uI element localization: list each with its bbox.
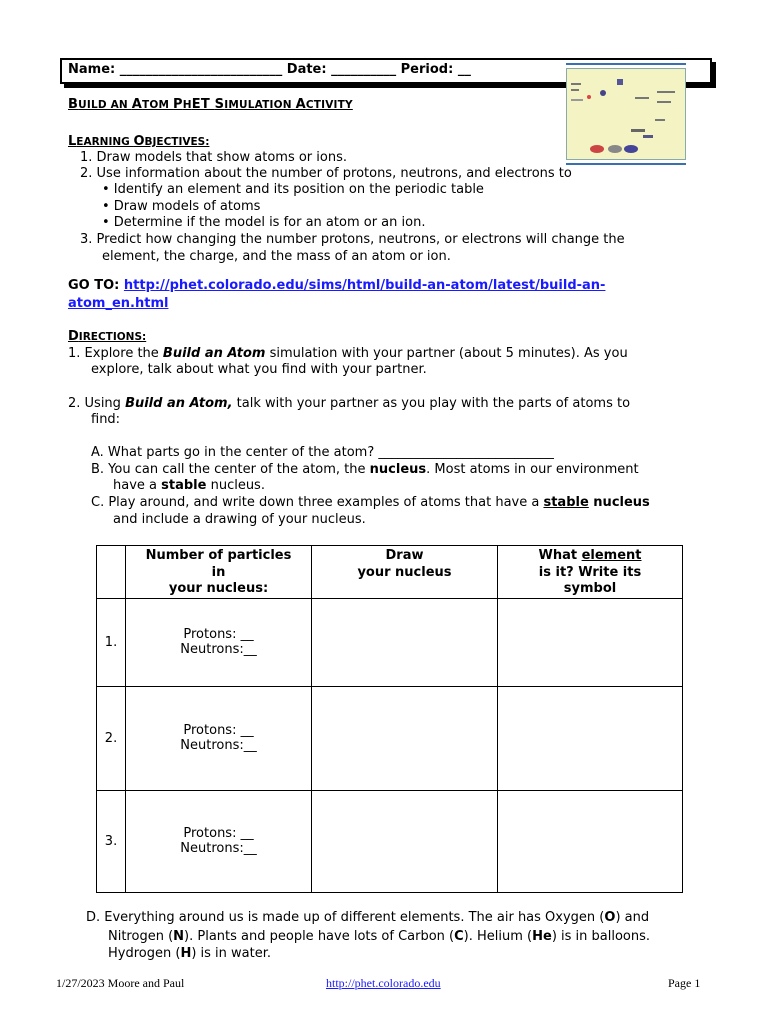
goto-line — [68, 278, 605, 295]
goto-link[interactable]: http://phet.colorado.edu/sims/html/build-an-atom/latest/build-an- — [123, 278, 606, 293]
objective-item: 3. Predict how changing the number protons, neutrons, or electrons will change the — [80, 232, 625, 247]
row-number: 1. — [97, 598, 126, 686]
header-cell-number — [97, 546, 126, 599]
objective-item: 1. Draw models that show atoms or ions. — [80, 150, 347, 165]
header-cell-particles: Number of particles in your nucleus: — [126, 546, 312, 599]
table-row — [97, 686, 683, 790]
date-blank: __________ — [331, 62, 397, 77]
element-cell[interactable] — [498, 598, 683, 686]
nucleus-table — [96, 545, 683, 893]
footer-link[interactable]: http://phet.colorado.edu — [326, 976, 441, 990]
objective-subitem: • Identify an element and its position on the periodic table — [102, 182, 484, 197]
date-label: Date: — [282, 62, 332, 77]
section-d-line-3: Hydrogen (H) is in water. — [108, 946, 272, 961]
objective-subitem: • Determine if the model is for an atom or an ion. — [102, 215, 426, 230]
draw-cell[interactable] — [312, 790, 498, 892]
element-cell[interactable] — [498, 790, 683, 892]
page-title: BUILD AN ATOM PHET SIMULATION ACTIVITY — [68, 97, 353, 112]
objective-item: 2. Use information about the number of protons, neutrons, and electrons to — [80, 166, 572, 181]
header-cell-draw: Draw your nucleus — [312, 546, 498, 599]
table-header-row — [97, 546, 683, 599]
question-b: B. You can call the center of the atom, the nucleus. Most atoms in our environment — [91, 462, 639, 477]
goto-link-continued[interactable]: atom_en.html — [68, 296, 169, 311]
direction-2-continued: find: — [91, 412, 121, 427]
section-d-line-2: Nitrogen (N). Plants and people have lots of Carbon (C). Helium (He) is in balloons. — [108, 929, 651, 944]
row-number: 3. — [97, 790, 126, 892]
goto-line-2 — [68, 296, 168, 313]
goto-label: GO TO: — [68, 278, 124, 293]
learning-objectives-heading: LEARNING OBJECTIVES: — [68, 134, 210, 149]
period-label: Period: — [396, 62, 458, 77]
objective-item-continued: element, the charge, and the mass of an atom or ion. — [102, 249, 451, 264]
direction-1: 1. Explore the Build an Atom simulation with your partner (about 5 minutes). As you — [68, 346, 628, 361]
draw-cell[interactable] — [312, 598, 498, 686]
direction-2: 2. Using Build an Atom, talk with your partner as you play with the parts of atoms to — [68, 396, 631, 411]
simulation-preview-image — [567, 69, 685, 159]
particles-cell: Protons: __ Neutrons:__ — [126, 790, 312, 892]
section-d-line-1: D. Everything around us is made up of different elements. The air has Oxygen (O) and — [86, 910, 650, 925]
draw-cell[interactable] — [312, 686, 498, 790]
table-row — [97, 598, 683, 686]
direction-1-continued: explore, talk about what you find with your partner. — [91, 362, 427, 377]
name-label: Name: — [68, 62, 120, 77]
row-number: 2. — [97, 686, 126, 790]
question-c: C. Play around, and write down three examples of atoms that have a stable nucleus — [91, 495, 650, 510]
period-blank: __ — [457, 62, 471, 77]
objective-subitem: • Draw models of atoms — [102, 199, 261, 214]
header-cell-element: What element is it? Write its symbol — [498, 546, 683, 599]
name-blank: _________________________ — [119, 62, 283, 77]
question-c-continued: and include a drawing of your nucleus. — [113, 512, 366, 527]
footer-page-number: Page 1 — [668, 976, 701, 990]
header-line — [68, 62, 471, 77]
directions-heading: DIRECTIONS: — [68, 329, 147, 344]
particles-cell: Protons: __ Neutrons:__ — [126, 686, 312, 790]
question-a: A. What parts go in the center of the atom? ___________________________ — [91, 445, 554, 460]
simulation-thumbnail — [566, 68, 686, 160]
particles-cell: Protons: __ Neutrons:__ — [126, 598, 312, 686]
footer-date-authors: 1/27/2023 Moore and Paul — [56, 976, 185, 990]
thumbnail-top-line — [566, 63, 686, 65]
element-cell[interactable] — [498, 686, 683, 790]
question-b-continued: have a stable nucleus. — [113, 478, 265, 493]
table-row — [97, 790, 683, 892]
thumbnail-bottom-line — [566, 163, 686, 165]
